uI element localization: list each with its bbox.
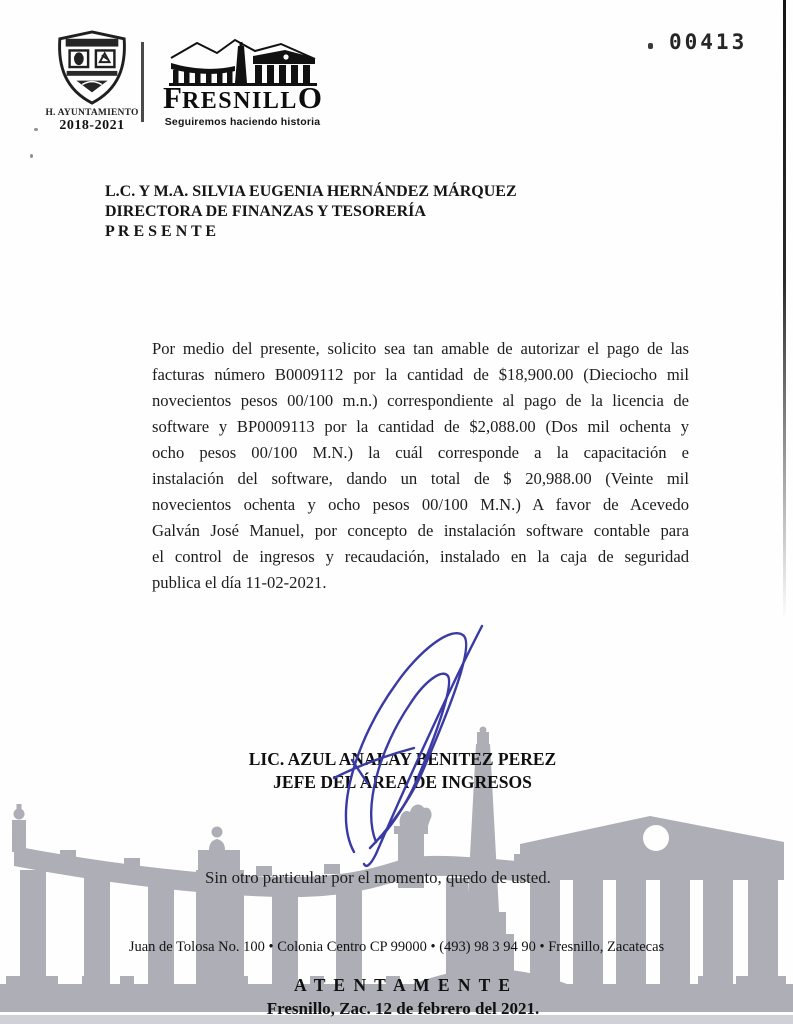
building-column	[616, 880, 646, 986]
logo-tagline: Seguiremos haciendo historia	[164, 116, 321, 128]
body-line: facturas número B0009112 por la cantidad de $18,900.00 (Dieciocho mil	[152, 365, 689, 385]
building-column	[573, 880, 603, 986]
pediment-oculus	[643, 825, 669, 851]
recipient-role: DIRECTORA DE FINANZAS Y TESORERÍA	[105, 202, 426, 220]
body-line: el control de ingresos y recaudación, instalado en la caja de seguridad	[152, 547, 689, 567]
colonnade-column	[148, 884, 174, 985]
footer-address: Juan de Tolosa No. 100 • Colonia Centro CP 99000 • (493) 98 3 94 90 • Fresnillo, Zacatecas	[128, 939, 665, 955]
body-line: Por medio del presente, solicito sea tan amable de autorizar el pago de las	[152, 339, 689, 359]
monument-logo-icon	[167, 38, 319, 86]
municipal-coat-of-arms	[44, 30, 140, 134]
body-line: instalación del software, dando un total de $ 20,988.00 (Veinte mil	[152, 469, 689, 489]
folio-stamp	[648, 30, 747, 54]
header-divider	[141, 42, 144, 122]
logo-wordmark	[150, 80, 335, 116]
fresnillo-logo	[150, 38, 335, 128]
coat-of-arms-term: 2018-2021	[59, 118, 125, 133]
colonnade-column	[336, 888, 362, 985]
recipient-block	[105, 182, 793, 241]
body-line: Galván José Manuel, por concepto de instalación software contable para	[152, 521, 689, 541]
attentively-line: A T E N T A M E N T E	[293, 975, 513, 996]
colonnade-column	[272, 890, 298, 985]
coat-of-arms-icon	[53, 30, 131, 106]
building-column	[703, 880, 733, 986]
stamp-dot	[648, 43, 653, 49]
building-column	[748, 880, 778, 986]
building-column	[530, 880, 560, 986]
recipient-presente: P R E S E N T E	[105, 222, 217, 240]
letter-body	[152, 336, 689, 596]
logo-letters-mid: RESNILL	[181, 88, 298, 114]
body-line: novecientos ochenta y ocho pesos 00/100 M.N.) A favor de Acevedo	[152, 495, 689, 515]
body-line: software y BP0009113 por la cantidad de $2,088.00 (Dos mil ochenta y	[152, 417, 689, 437]
colonnade-column	[20, 870, 46, 985]
logo-letter-o: O	[297, 80, 322, 115]
colonnade-column	[84, 878, 110, 985]
colonnade-end-post	[12, 820, 26, 852]
scan-edge-artifact	[783, 0, 786, 620]
obelisk-base	[460, 912, 506, 934]
scan-speck	[34, 128, 38, 131]
building-column	[660, 880, 690, 986]
body-line: publica el día 11-02-2021.	[152, 573, 327, 593]
recipient-name: L.C. Y M.A. SILVIA EUGENIA HERNÁNDEZ MÁRQUEZ	[105, 183, 517, 200]
signer-name: LIC. AZUL ANALAY BENITEZ PEREZ	[248, 749, 557, 769]
signer-title: JEFE DEL ÁREA DE INGRESOS	[273, 772, 532, 792]
logo-letter-f: F	[163, 80, 182, 115]
folio-number: 00413	[669, 30, 748, 54]
body-line: ocho pesos 00/100 M.N.) la cuál corresponde a la capacitación e	[152, 443, 689, 463]
handwritten-signature	[318, 616, 508, 871]
closing-block	[0, 975, 793, 1019]
signature-strokes	[334, 626, 482, 866]
coat-of-arms-caption: H. AYUNTAMIENTO	[45, 108, 139, 118]
date-line: Fresnillo, Zac. 12 de febrero del 2021.	[266, 999, 540, 1019]
salutation: Sin otro particular por el momento, quedo de usted.	[205, 868, 551, 888]
body-line: novecientos pesos 00/100 m.n.) correspondiente al pago de la licencia de	[152, 391, 689, 411]
scan-speck	[30, 154, 33, 158]
